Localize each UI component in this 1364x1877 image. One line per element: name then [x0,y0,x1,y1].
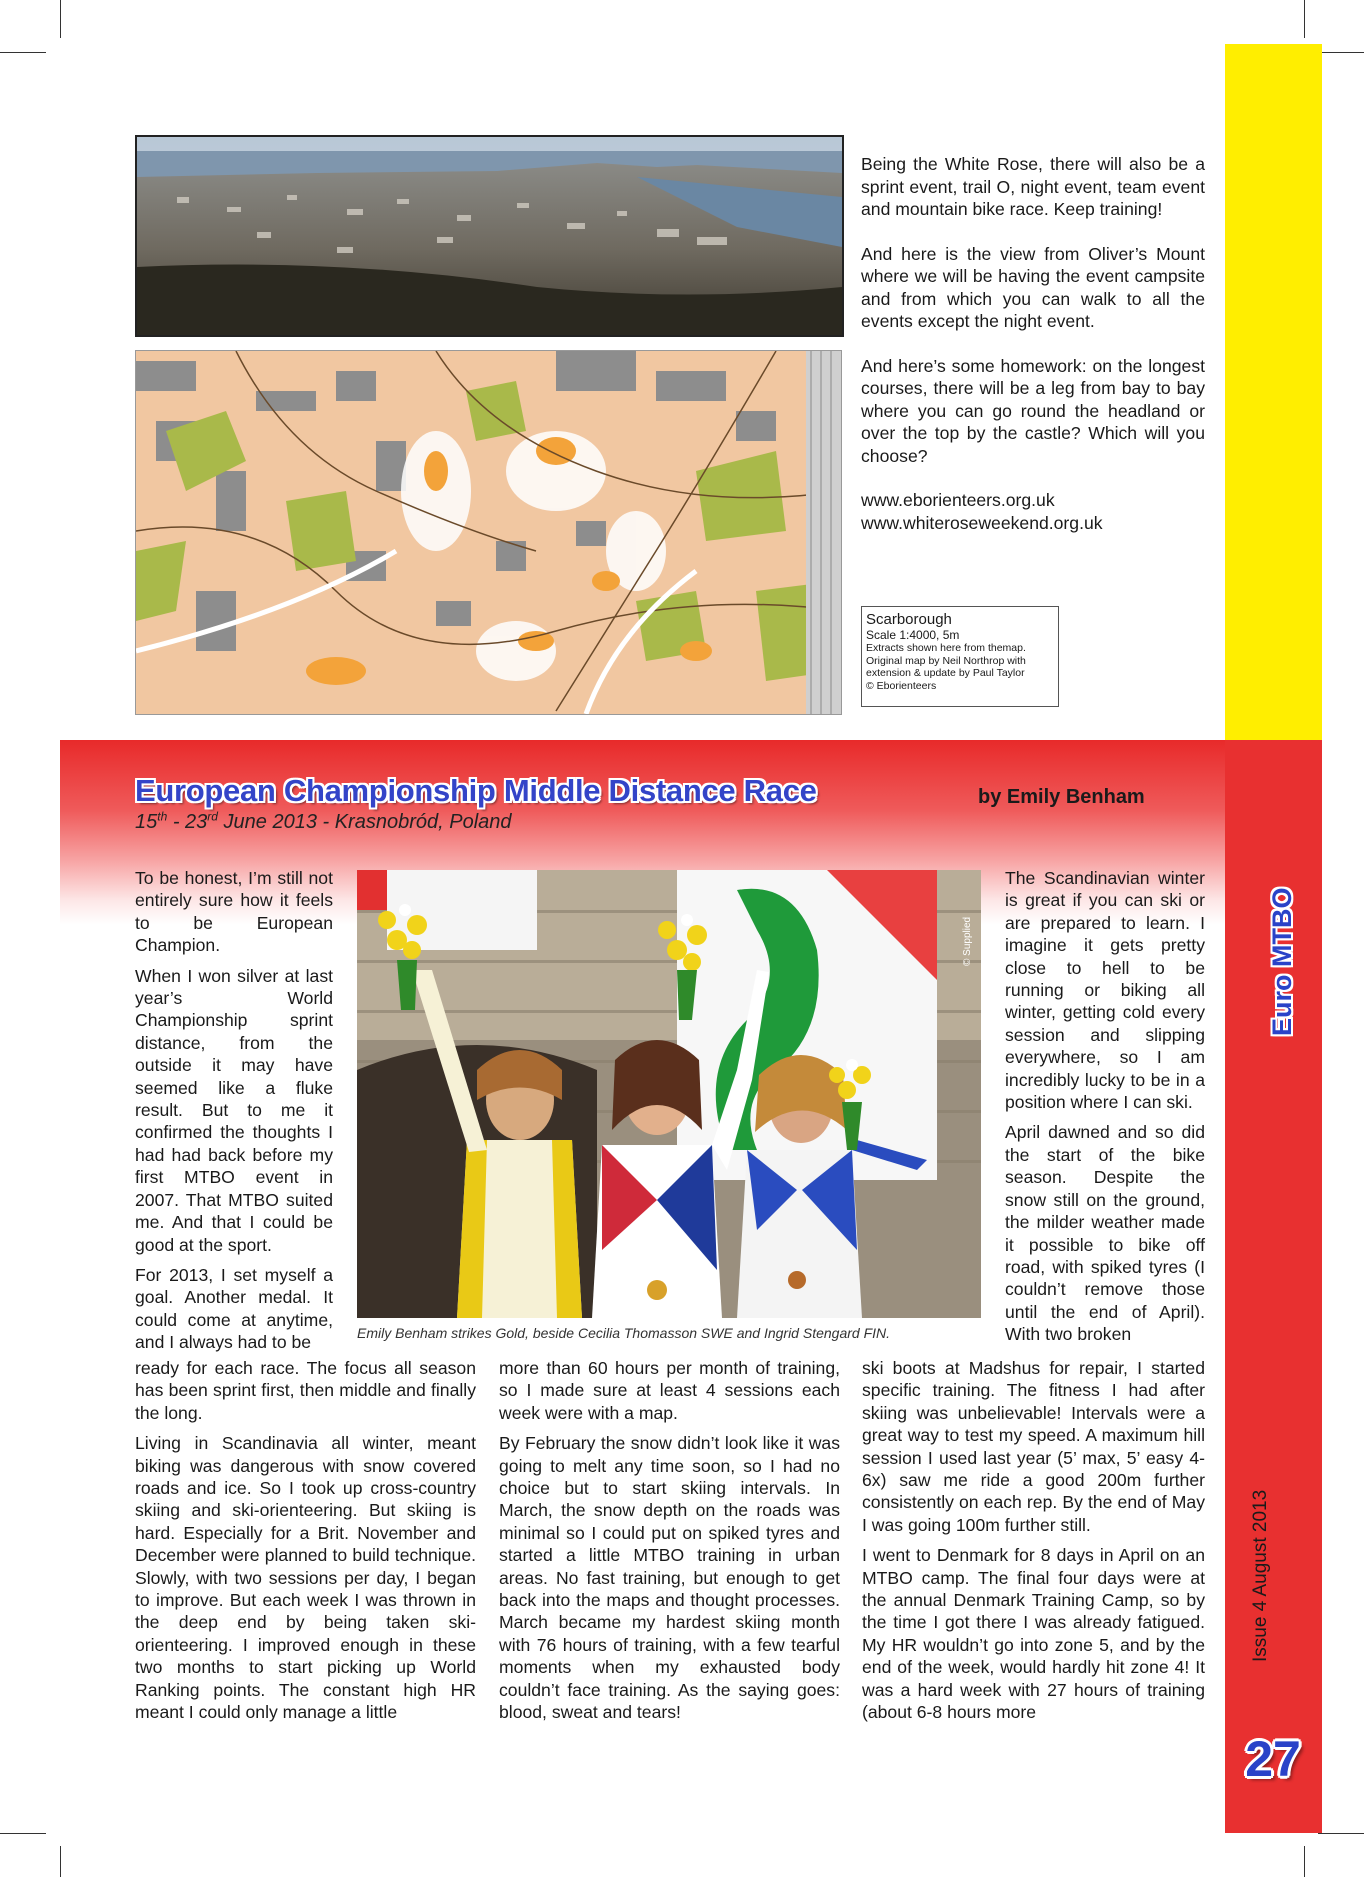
article-column-3-bottom [862,1357,1205,1732]
photo-credit-text: © Supplied [962,916,973,966]
article-paragraph: more than 60 hours per month of training, so I made sure at least 4 sessions each week were with a map. [499,1358,840,1423]
issue-label-text: Issue 4 August 2013 [1250,1489,1271,1662]
website-link[interactable]: www.eborienteers.org.uk [861,490,1055,510]
article-paragraph: ready for each race. The focus all season has been sprint first, then middle and finally the long. [135,1358,476,1423]
section-label-text: Euro MTBO [1267,887,1297,1036]
podium-photo [357,870,981,1318]
page-number: 27 [1245,1731,1301,1787]
article-column-3-top [1005,867,1205,1354]
map-caption-scale: Scale 1:4000, 5m [866,628,960,642]
photo-credit [962,886,978,966]
article-paragraph: By February the snow didn’t look like it was going to melt any time soon, so I had no choice but to start skiing intervals. In March, the snow depth on the roads was minimal so I could put on spiked tyres and started a little MTBO training in urban areas. No fast training, but enough to get back into the maps and thought processes. March became my hardest skiing month with 76 hours of training, with a few tearful moments when my exhausted body couldn’t face training. As the saying goes: blood, sweat and tears! [499,1433,840,1723]
crop-mark [0,1833,46,1834]
website-link[interactable]: www.whiteroseweekend.org.uk [861,512,1103,533]
intro-paragraph: And here is the view from Oliver’s Mount where we will be having the event campsite and from which you can walk to all the events except the night event. [861,243,1205,331]
article-headline: European Championship Middle Distance Race [135,773,817,808]
article-paragraph: I went to Denmark for 8 days in April on an MTBO camp. The final four days were at the annual Denmark Training Camp, so by the time I got there I was already fatigued. My HR wouldn’t go into zone 5, and by the end of the week, would hardly hit zone 4! It was a hard week with 27 hours of training (about 6-8 hours more [862,1545,1205,1723]
intro-text-column [861,153,1205,534]
crop-mark [1318,1833,1364,1834]
crop-mark [0,52,46,53]
map-caption-line: Extracts shown here from themap. [866,642,1026,654]
article-paragraph: Living in Scandinavia all winter, meant biking was dangerous with snow covered roads and ice. So I took up cross-country skiing and ski-orienteering. But skiing is hard. Especially for a Brit. November and December were planned to build technique. Slowly, with two sessions per day, I began to improve. But each week I was thrown in the deep end by being taken ski-orienteering. I improved enough in these two months to start picking up World Ranking points. The constant high HR meant I could only manage a little [135,1433,476,1723]
article-byline: by Emily Benham [978,786,1145,808]
article-paragraph: The Scandinavian winter is great if you can ski or are prepared to learn. I imagine it gets pretty close to hell to be running or biking all winter, getting cold every session and slipping everywhere, so I am incredibly lucky to be in a position where I can ski. [1005,868,1205,1113]
date-rest: June 2013 - Krasnobród, Poland [217,811,512,833]
scarborough-panorama-photo [135,135,844,337]
article-column-1-bottom [135,1357,476,1732]
date-suffix: th [157,809,168,824]
article-paragraph: To be honest, I’m still not entirely sure how it feels to be European Champion. [135,868,333,956]
crop-mark [1304,0,1305,38]
issue-label [1250,1462,1280,1662]
map-caption-line: © Eborienteers [866,679,937,692]
article-dateline [135,811,512,834]
map-caption-box [861,606,1059,707]
date-start: 15 [135,811,158,833]
map-caption-line: Original map by Neil Northrop with [866,654,1026,667]
map-caption-title: Scarborough [866,611,952,628]
intro-paragraph: And here’s some homework: on the longest courses, there will be a leg from bay to bay where you can go round the headland or over the top by the castle? Which will you choose? [861,355,1205,466]
crop-mark [1304,1846,1305,1877]
orienteering-map [135,350,842,715]
intro-paragraph: Being the White Rose, there will also be a sprint event, trail O, night event, team event and mountain bike race. Keep training! [861,154,1205,219]
section-label [1267,876,1307,1036]
article-paragraph: ski boots at Madshus for repair, I started specific training. The fitness I had after skiing was unbelievable! Intervals were a great way to test my speed. A maximum hill session I used last year (5’ max, 5’ easy 4-6x) saw me ride a good 200m further consistently on each rep. By the end of May I was going 100m further still. [862,1358,1205,1535]
crop-mark [1318,52,1364,53]
article-paragraph: For 2013, I set myself a goal. Another medal. It could come at anytime, and I always had to be [135,1264,333,1353]
yellow-sidebar-strip [1225,44,1322,740]
crop-mark [60,1846,61,1877]
article-paragraph: When I won silver at last year’s World Championship sprint distance, from the outside it may have seemed like a fluke result. But to me it confirmed the thoughts I had had back before my first MTBO event in 2007. That MTBO suited me. And that I could be good at the sport. [135,965,333,1255]
article-column-1-top [135,867,333,1362]
crop-mark [60,0,61,38]
map-caption-line: extension & update by Paul Taylor [866,667,1025,679]
date-mid: - 23 [167,811,208,833]
date-suffix: rd [207,809,218,824]
article-paragraph: April dawned and so did the start of the bike season. Despite the snow still on the ground, the milder weather made it possible to bike off road, with spiked tyres (I couldn’t remove those until the end of April). With two broken [1005,1122,1205,1345]
podium-photo-caption: Emily Benham strikes Gold, beside Cecilia Thomasson SWE and Ingrid Stengard FIN. [357,1325,891,1341]
article-column-2 [499,1357,840,1732]
